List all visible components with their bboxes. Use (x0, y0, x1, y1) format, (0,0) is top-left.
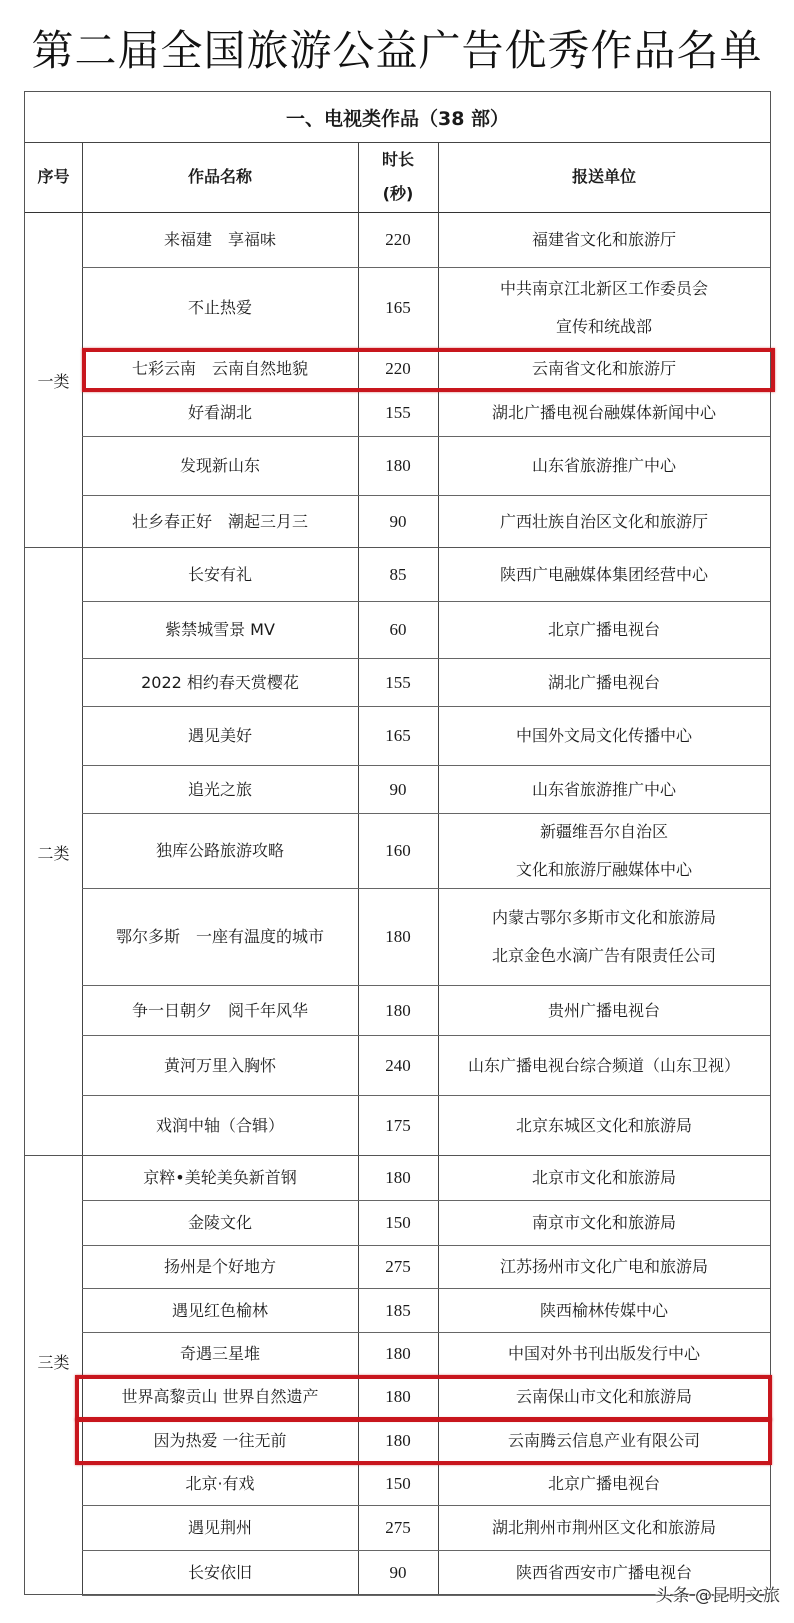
unit-line: 北京广播电视台 (547, 1474, 660, 1493)
unit-line: 中国外文局文化传播中心 (515, 726, 692, 745)
table-row (82, 766, 770, 814)
duration: 90 (389, 511, 407, 531)
table-row (82, 1419, 770, 1463)
work-name: 来福建 享福味 (163, 230, 276, 249)
table-row (82, 1333, 770, 1376)
work-name: 世界高黎贡山 世界自然遗产 (121, 1387, 319, 1406)
header-duration-line2: (秒) (382, 184, 414, 203)
unit-line: 南京市文化和旅游局 (531, 1213, 676, 1232)
unit-line: 新疆维吾尔自治区 (539, 822, 668, 841)
work-name: 发现新山东 (179, 456, 260, 475)
submitting-unit (438, 659, 770, 706)
work-name: 因为热爱 一往无前 (153, 1430, 287, 1450)
duration: 275 (385, 1257, 411, 1276)
work-name: 好看湖北 (187, 403, 252, 422)
header-unit: 报送单位 (438, 142, 770, 213)
table-row (82, 1096, 770, 1156)
work-name: 追光之旅 (187, 779, 252, 799)
duration: 180 (385, 927, 411, 946)
table-row (82, 659, 770, 707)
duration: 180 (385, 1344, 411, 1363)
unit-line: 山东广播电视台综合频道（山东卫视） (467, 1055, 740, 1075)
submitting-unit (438, 1463, 770, 1505)
work-name: 长安依旧 (187, 1563, 252, 1582)
submitting-unit (438, 889, 770, 985)
duration: 180 (385, 1000, 411, 1020)
header-duration-line1: 时长 (381, 150, 414, 169)
unit-line: 湖北广播电视台融媒体新闻中心 (491, 403, 716, 422)
submitting-unit (438, 1246, 770, 1288)
submitting-unit (438, 213, 770, 267)
unit-line: 文化和旅游厅融媒体中心 (515, 860, 692, 879)
group-divider (25, 1155, 770, 1156)
work-name: 七彩云南 云南自然地貌 (131, 359, 308, 378)
table-row (82, 1036, 770, 1096)
work-name: 争一日朝夕 阅千年风华 (131, 1000, 308, 1020)
table-row (82, 1506, 770, 1551)
submitting-unit (438, 268, 770, 348)
unit-line: 湖北荆州市荆州区文化和旅游局 (491, 1518, 716, 1537)
duration: 275 (385, 1518, 411, 1537)
duration: 220 (385, 359, 411, 378)
duration: 60 (389, 620, 407, 639)
group-label: 三类 (37, 1352, 70, 1372)
submitting-unit (438, 349, 770, 389)
duration: 240 (385, 1055, 411, 1075)
unit-line: 广西壮族自治区文化和旅游厅 (499, 511, 708, 531)
work-name: 独库公路旅游攻略 (155, 841, 284, 860)
submitting-unit (438, 1096, 770, 1155)
duration: 180 (385, 456, 411, 475)
duration: 150 (385, 1474, 411, 1493)
duration: 90 (389, 779, 407, 799)
duration: 85 (389, 564, 407, 584)
unit-line: 中共南京江北新区工作委员会 (499, 279, 708, 298)
work-name: 黄河万里入胸怀 (163, 1055, 276, 1075)
unit-line: 山东省旅游推广中心 (531, 779, 676, 799)
unit-line: 北京金色水滴广告有限责任公司 (491, 946, 716, 965)
unit-line: 北京市文化和旅游局 (531, 1168, 676, 1187)
work-name: 紫禁城雪景 MV (165, 620, 275, 639)
submitting-unit (438, 814, 770, 888)
submitting-unit (438, 707, 770, 765)
submitting-unit (438, 766, 770, 813)
duration: 90 (389, 1563, 407, 1582)
table-row (82, 1376, 770, 1419)
submitting-unit (438, 1376, 770, 1418)
unit-line: 云南腾云信息产业有限公司 (507, 1430, 700, 1450)
work-name: 奇遇三星堆 (179, 1344, 260, 1363)
table-row (82, 349, 770, 390)
duration: 180 (385, 1168, 411, 1187)
watermark: 头条 @昆明文旅 (655, 1586, 780, 1606)
submitting-unit (438, 1036, 770, 1095)
duration: 175 (385, 1115, 411, 1135)
table-row (82, 213, 770, 268)
unit-line: 宣传和统战部 (555, 317, 652, 336)
duration: 180 (385, 1430, 411, 1450)
section-heading: 一、电视类作品（38 部） (25, 92, 770, 143)
unit-line: 湖北广播电视台 (547, 672, 660, 692)
unit-line: 陕西广电融媒体集团经营中心 (499, 564, 708, 584)
duration: 165 (385, 726, 411, 745)
work-name: 壮乡春正好 潮起三月三 (131, 511, 308, 531)
submitting-unit (438, 1289, 770, 1332)
table-row (82, 707, 770, 766)
duration: 180 (385, 1387, 411, 1406)
awards-table (24, 91, 771, 1595)
header-name: 作品名称 (82, 142, 358, 213)
unit-line: 贵州广播电视台 (547, 1000, 660, 1020)
submitting-unit (438, 1156, 770, 1200)
work-name: 鄂尔多斯 一座有温度的城市 (115, 927, 324, 946)
submitting-unit (438, 1419, 770, 1462)
table-row (82, 1463, 770, 1506)
submitting-unit (438, 1201, 770, 1245)
header-duration (358, 142, 438, 213)
table-row (82, 268, 770, 349)
table-row (82, 602, 770, 659)
unit-line: 云南省文化和旅游厅 (531, 359, 676, 378)
table-row (82, 1156, 770, 1201)
group-label: 一类 (37, 372, 70, 391)
unit-line: 江苏扬州市文化广电和旅游局 (499, 1257, 708, 1276)
table-row (82, 496, 770, 548)
work-name: 遇见红色榆林 (171, 1300, 268, 1320)
page-title: 第二届全国旅游公益广告优秀作品名单 (31, 26, 763, 75)
table-row (82, 1246, 770, 1289)
unit-line: 山东省旅游推广中心 (531, 456, 676, 475)
duration: 155 (385, 403, 411, 422)
unit-line: 北京东城区文化和旅游局 (515, 1115, 692, 1135)
table-row (82, 889, 770, 986)
table-row (82, 986, 770, 1036)
work-name: 扬州是个好地方 (163, 1257, 276, 1276)
work-name: 戏润中轴（合辑） (155, 1115, 284, 1135)
work-name: 2022 相约春天赏樱花 (141, 672, 299, 692)
table-row (82, 1289, 770, 1333)
work-name: 不止热爱 (187, 298, 252, 317)
submitting-unit (438, 602, 770, 658)
duration: 220 (385, 230, 411, 249)
group-divider (25, 547, 770, 548)
work-name: 京粹•美轮美奂新首钢 (143, 1168, 297, 1187)
duration: 160 (385, 841, 411, 860)
table-row (82, 437, 770, 496)
submitting-unit (438, 437, 770, 495)
unit-line: 陕西榆林传媒中心 (539, 1300, 668, 1320)
submitting-unit (438, 1333, 770, 1375)
duration: 185 (385, 1300, 411, 1320)
table-row (82, 1201, 770, 1246)
work-name: 遇见荆州 (187, 1518, 252, 1537)
table-row (82, 390, 770, 437)
submitting-unit (438, 548, 770, 601)
submitting-unit (438, 1506, 770, 1550)
work-name: 长安有礼 (187, 564, 252, 584)
submitting-unit (438, 390, 770, 436)
submitting-unit (438, 496, 770, 547)
work-name: 遇见美好 (187, 726, 252, 745)
unit-line: 云南保山市文化和旅游局 (515, 1387, 692, 1406)
work-name: 北京·有戏 (185, 1474, 255, 1493)
unit-line: 福建省文化和旅游厅 (531, 230, 676, 249)
unit-line: 内蒙古鄂尔多斯市文化和旅游局 (491, 908, 716, 927)
table-row (82, 814, 770, 889)
unit-line: 北京广播电视台 (547, 620, 660, 639)
unit-line: 陕西省西安市广播电视台 (515, 1563, 692, 1582)
header-index: 序号 (25, 142, 82, 213)
group-label: 二类 (37, 843, 70, 863)
table-row (82, 548, 770, 602)
submitting-unit (438, 986, 770, 1035)
duration: 155 (385, 672, 411, 692)
duration: 165 (385, 298, 411, 317)
duration: 150 (385, 1213, 411, 1232)
unit-line: 中国对外书刊出版发行中心 (507, 1344, 700, 1363)
work-name: 金陵文化 (187, 1213, 252, 1232)
